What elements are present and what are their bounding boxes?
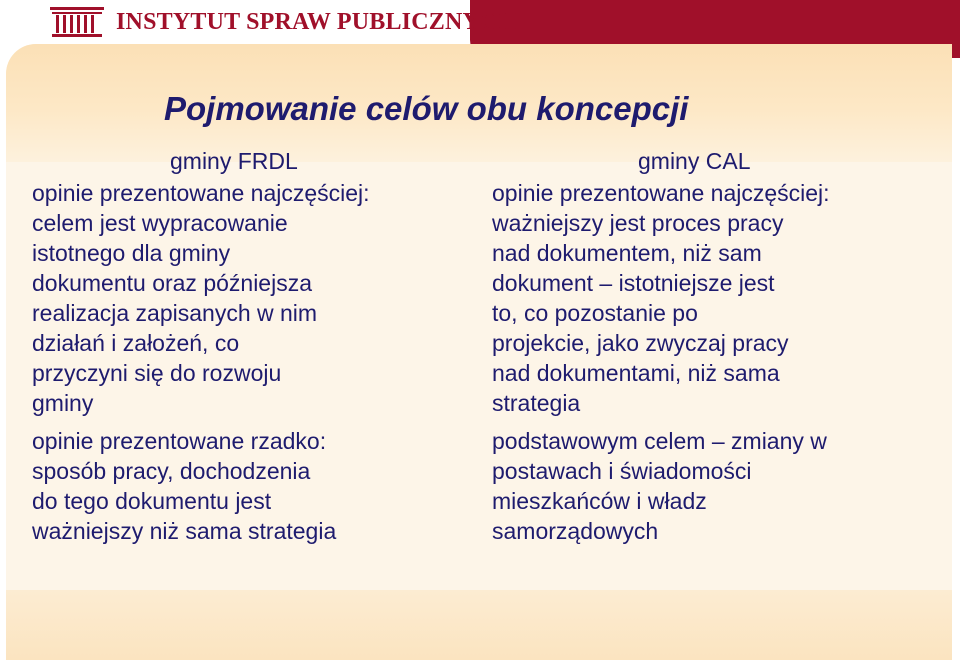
brand-name: INSTYTUT SPRAW PUBLICZNYCH: [116, 9, 517, 35]
point-line: do tego dokumentu jest: [32, 488, 272, 514]
point-line: ważniejszy niż sama strategia: [32, 518, 337, 544]
point-line: istotnego dla gminy: [32, 240, 231, 266]
point-lead: opinie prezentowane rzadko:: [32, 428, 327, 454]
slide-title: Pojmowanie celów obu koncepcji: [164, 90, 689, 127]
point-line: dokumentu oraz późniejsza: [32, 270, 312, 296]
point-line: nad dokumentem, niż sam: [492, 240, 762, 266]
point-lead: podstawowym celem – zmiany w: [492, 428, 827, 454]
columns-building-icon: [48, 6, 106, 38]
point-line: nad dokumentami, niż sama: [492, 360, 780, 386]
point-lead: opinie prezentowane najczęściej:: [32, 180, 370, 206]
point-line: mieszkańców i władz: [492, 488, 707, 514]
list-item: [492, 426, 932, 546]
column-frdl: [32, 146, 472, 554]
column-cal: [492, 146, 932, 554]
point-line: postawach i świadomości: [492, 458, 752, 484]
point-line: ważniejszy jest proces pracy: [492, 210, 784, 236]
point-line: realizacja zapisanych w nim: [32, 300, 318, 326]
footer-band: [6, 590, 952, 660]
list-item: [32, 426, 472, 546]
list-item: [492, 178, 932, 418]
column-heading: gminy FRDL: [170, 148, 298, 174]
point-line: celem jest wypracowanie: [32, 210, 288, 236]
point-line: dokument – istotniejsze jest: [492, 270, 775, 296]
point-line: gminy: [32, 390, 94, 416]
point-line: samorządowych: [492, 518, 659, 544]
point-line: sposób pracy, dochodzenia: [32, 458, 311, 484]
point-line: działań i założeń, co: [32, 330, 240, 356]
title-area: [6, 44, 952, 162]
column-heading: gminy CAL: [638, 148, 751, 174]
list-item: [32, 178, 472, 418]
point-line: przyczyni się do rozwoju: [32, 360, 282, 386]
point-line: to, co pozostanie po: [492, 300, 698, 326]
point-lead: opinie prezentowane najczęściej:: [492, 180, 830, 206]
point-line: strategia: [492, 390, 581, 416]
point-line: projekcie, jako zwyczaj pracy: [492, 330, 789, 356]
